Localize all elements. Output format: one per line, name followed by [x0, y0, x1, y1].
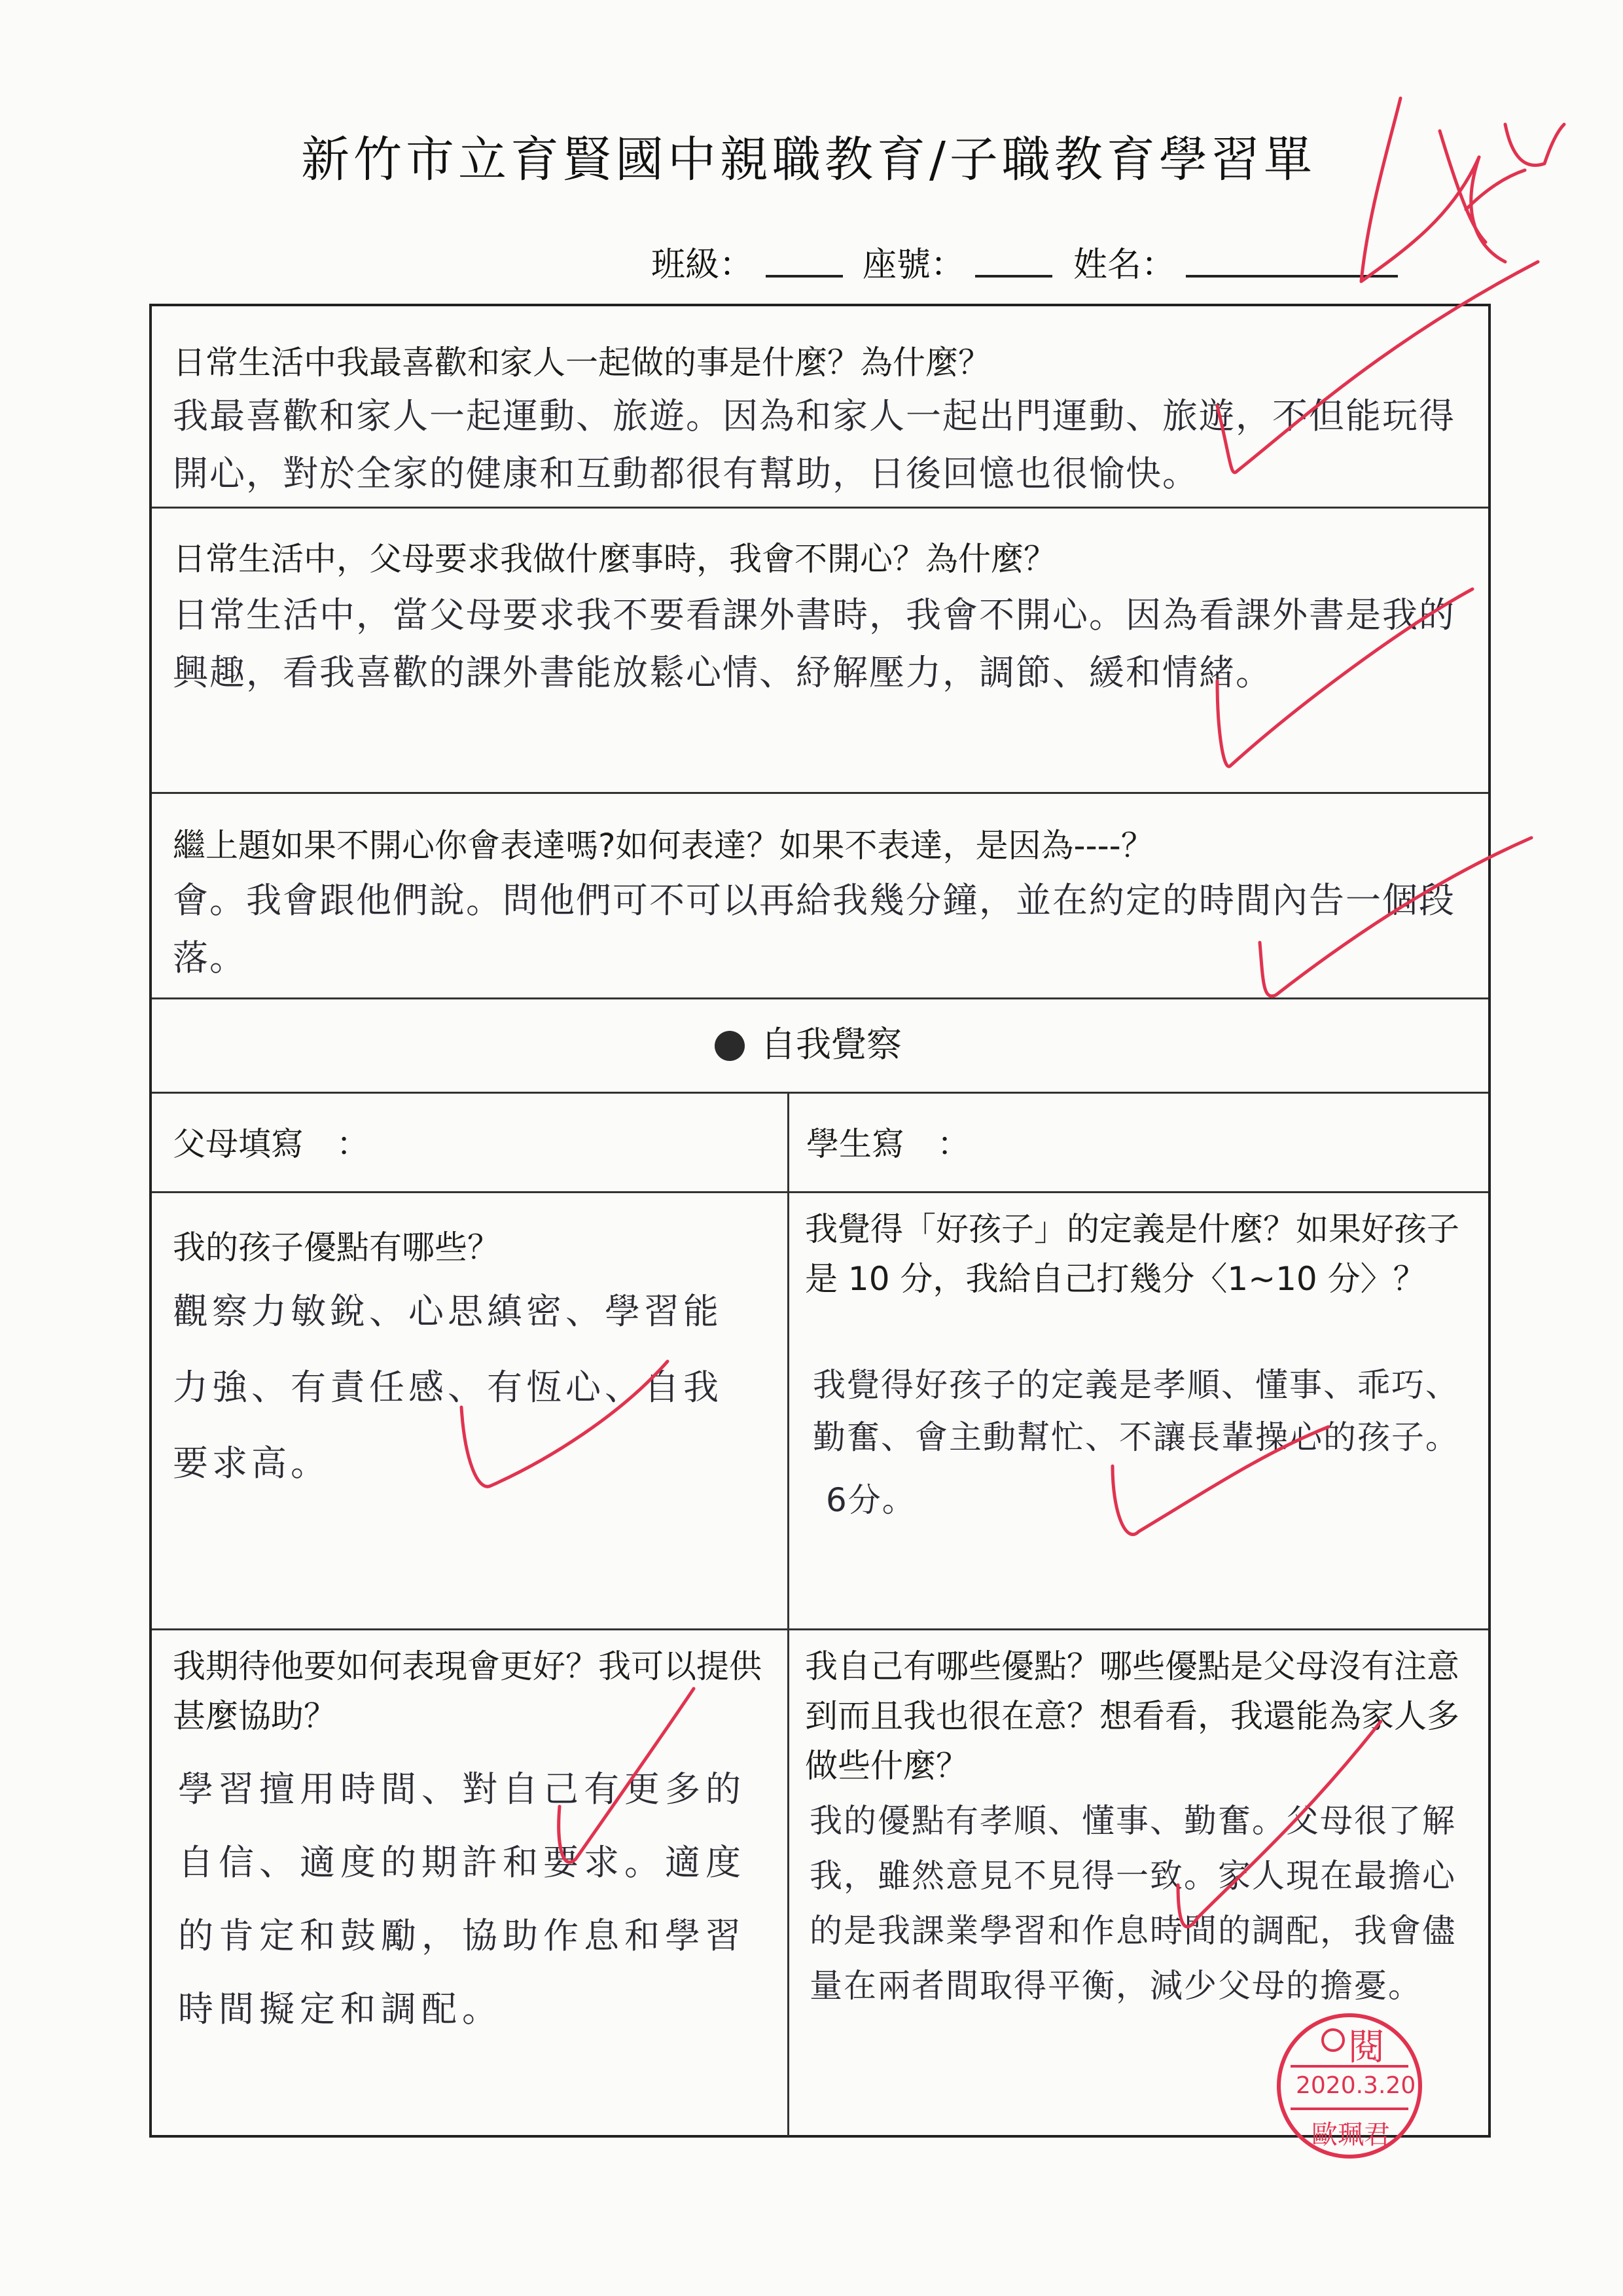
student-column-header: 學生寫 ：: [806, 1125, 970, 1163]
student-answer-2[interactable]: 我的優點有孝順、懂事、勤奮。父母很了解我，雖然意見不見得一致。家人現在最擔心的是我課業學習和作息時間的調配，我會儘量在兩者間取得平衡，減少父母的擔憂。: [810, 1802, 1456, 2005]
seat-blank[interactable]: [975, 275, 1052, 278]
name-label: 姓名：: [1073, 245, 1176, 285]
row-divider: [152, 1092, 1488, 1094]
row-divider: [152, 997, 1488, 999]
answer-2[interactable]: 日常生活中，當父母要求我不要看課外書時，我會不開心。因為看課外書是我的興趣，看我喜歡的課外書能放鬆心情、紓解壓力，調節、緩和情緒。: [173, 594, 1455, 693]
row-divider: [152, 792, 1488, 794]
worksheet-table: [149, 304, 1491, 2138]
bullet-icon: [715, 1031, 745, 1061]
page-title: 新竹市立育賢國中親職教育/子職教育學習單: [301, 132, 1316, 188]
seat-label: 座號：: [863, 245, 965, 285]
answer-3[interactable]: 會。我會跟他們說。問他們可不可以再給我幾分鐘，並在約定的時間內告一個段落。: [173, 880, 1455, 978]
row-divider: [152, 1628, 1488, 1630]
section-title: 自我覺察: [760, 1024, 902, 1065]
student-question-2: 我自己有哪些優點？哪些優點是父母沒有注意到而且我也很在意？想看看，我還能為家人多做些什麼？: [805, 1647, 1459, 1785]
review-stamp: [1271, 2004, 1428, 2168]
student-answer-1[interactable]: 我覺得好孩子的定義是孝順、懂事、乖巧、勤奮、會主動幫忙、不讓長輩操心的孩子。: [813, 1366, 1459, 1456]
student-question-1: 我覺得「好孩子」的定義是什麼？如果好孩子是 10 分，我給自己打幾分〈1~10 分〉？: [805, 1210, 1459, 1298]
answer-1[interactable]: 我最喜歡和家人一起運動、旅遊。因為和家人一起出門運動、旅遊，不但能玩得開心，對於全家的健康和互動都很有幫助，日後回憶也很愉快。: [173, 395, 1455, 494]
question-1: 日常生活中我最喜歡和家人一起做的事是什麼？為什麼？: [173, 344, 991, 382]
class-label: 班級：: [651, 245, 754, 285]
student-score[interactable]: 6分。: [826, 1481, 916, 1519]
name-blank[interactable]: [1186, 275, 1398, 278]
parent-column-header: 父母填寫 ：: [173, 1125, 369, 1163]
stamp-date: 2020.3.20: [1296, 2072, 1416, 2099]
question-2: 日常生活中，父母要求我做什麼事時，我會不開心？為什麼？: [173, 540, 1056, 578]
row-divider: [152, 507, 1488, 509]
stamp-name: 歐珮君: [1311, 2120, 1390, 2150]
row-divider: [152, 1191, 1488, 1193]
parent-question-2: 我期待他要如何表現會更好？我可以提供甚麼協助？: [173, 1647, 762, 1735]
question-3: 繼上題如果不開心你會表達嗎?如何表達？如果不表達，是因為----？: [173, 827, 1154, 865]
parent-question-1: 我的孩子優點有哪些？: [173, 1229, 500, 1266]
class-blank[interactable]: [766, 275, 843, 278]
parent-answer-1[interactable]: 觀察力敏銳、心思縝密、學習能力強、有責任感、有恆心、自我要求高。: [173, 1291, 722, 1484]
parent-answer-2[interactable]: 學習擅用時間、對自己有更多的自信、適度的期許和要求。適度的肯定和鼓勵，協助作息和學習時間擬定和調配。: [178, 1768, 746, 2030]
stamp-label: 閱: [1348, 2026, 1385, 2069]
column-divider: [787, 1092, 789, 2136]
